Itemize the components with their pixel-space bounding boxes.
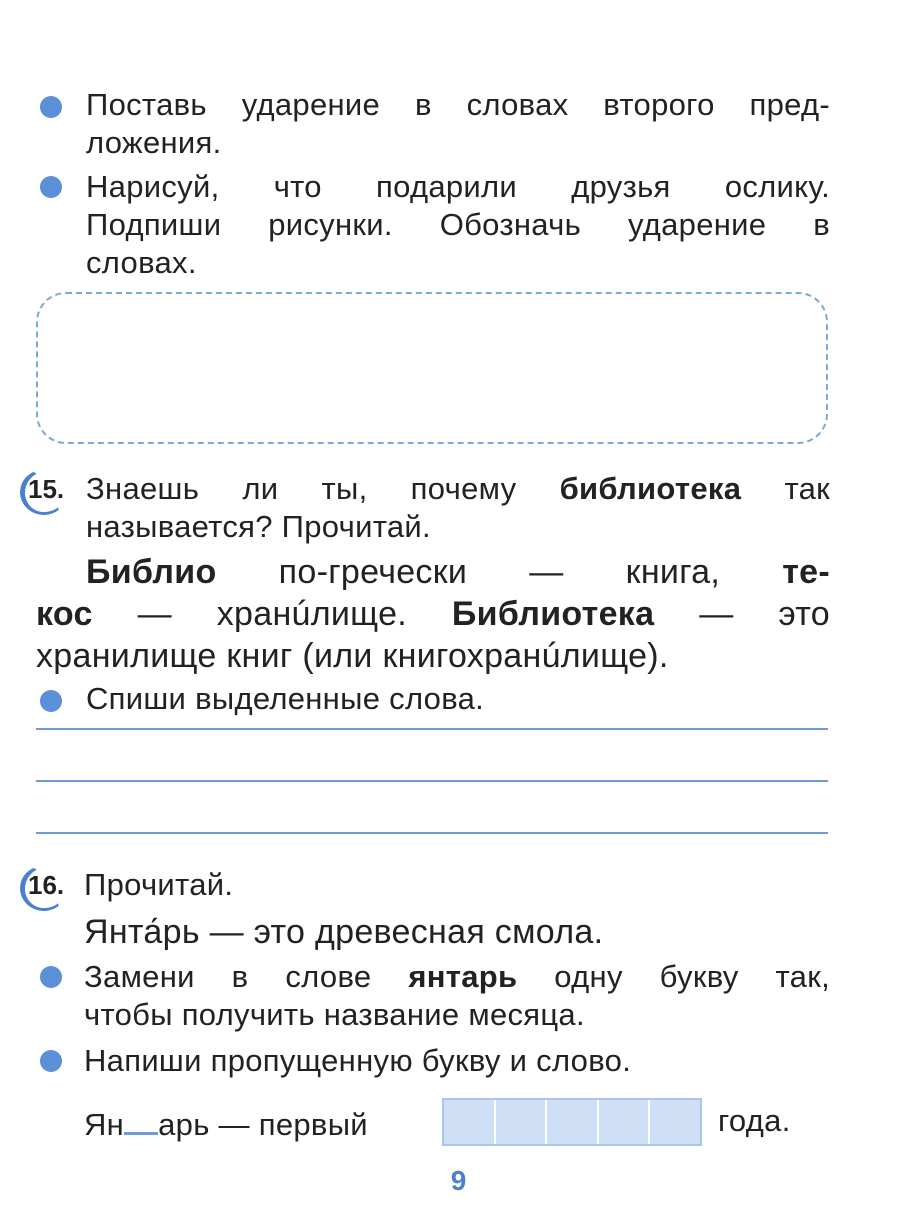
- text-fragment: одну букву так,: [554, 959, 830, 994]
- text-fragment: по-гречески — книга,: [278, 553, 721, 591]
- task16-fill-end: года.: [718, 1103, 791, 1138]
- task16-sentence: Янта́рь — это древесная смола.: [84, 913, 604, 951]
- task15-copy-instruction: Спиши выделенные слова.: [86, 681, 485, 716]
- answer-cell[interactable]: [444, 1100, 496, 1144]
- bullet-icon: [40, 1050, 62, 1072]
- bullet-icon: [40, 966, 62, 988]
- task-number-text: 15.: [28, 474, 65, 504]
- answer-cells[interactable]: [442, 1098, 702, 1146]
- bold-word: те-: [782, 553, 830, 591]
- task15-question-line1: [86, 470, 830, 508]
- text-fragment: Ян: [84, 1107, 125, 1142]
- text-fragment: — хранúлище.: [137, 595, 408, 633]
- text-fragment: так: [784, 471, 830, 506]
- answer-cell[interactable]: [496, 1100, 548, 1144]
- bold-word: библиотека: [559, 471, 742, 506]
- text-fragment: арь — первый: [158, 1107, 368, 1142]
- task15-passage-line3: хранилище книг (или книгохранúлище).: [36, 637, 669, 675]
- task15-passage-line1: [86, 552, 830, 592]
- task15-passage-line2: [36, 594, 830, 634]
- text-fragment: — это: [699, 595, 830, 633]
- task-number-15: [20, 470, 64, 514]
- task16-replace-line1: [84, 958, 830, 996]
- instruction-draw-line3: словах.: [86, 245, 197, 280]
- task-number-16: [20, 866, 64, 910]
- text-fragment: Знаешь ли ты, почему: [86, 471, 517, 506]
- instruction-stress-cont: [86, 124, 222, 162]
- bold-word: янтарь: [408, 959, 518, 994]
- instruction-line: ложения.: [86, 125, 222, 160]
- bullet-icon: [40, 176, 62, 198]
- drawing-area[interactable]: [36, 292, 828, 444]
- bullet-icon: [40, 690, 62, 712]
- missing-letter-blank[interactable]: [124, 1102, 158, 1135]
- bold-word: кос: [36, 595, 93, 633]
- instruction-draw-line1: Нарисуй, что подарили друзья ослику.: [86, 169, 830, 204]
- task16-write-instruction: Напиши пропущенную букву и слово.: [84, 1043, 632, 1078]
- bullet-icon: [40, 96, 62, 118]
- page-number: 9: [450, 1165, 467, 1196]
- text-fragment: Замени в слове: [84, 959, 372, 994]
- task16-replace-line2: чтобы получить название месяца.: [84, 997, 585, 1032]
- instruction-line: Поставь ударение в словах второго пред-: [86, 87, 830, 122]
- instruction-draw-line2: Подпиши рисунки. Обозначь ударение в: [86, 207, 830, 242]
- task15-question-line2: называется? Прочитай.: [86, 509, 431, 544]
- answer-cell[interactable]: [599, 1100, 651, 1144]
- bold-word: Библиотека: [451, 595, 655, 633]
- bold-word: Библио: [86, 553, 217, 591]
- writing-line[interactable]: [36, 780, 828, 782]
- instruction-stress: [86, 86, 830, 124]
- answer-cell[interactable]: [650, 1100, 700, 1144]
- writing-line[interactable]: [36, 832, 828, 834]
- task16-read: Прочитай.: [84, 867, 234, 902]
- answer-cell[interactable]: [547, 1100, 599, 1144]
- writing-line[interactable]: [36, 728, 828, 730]
- task-number-text: 16.: [28, 870, 65, 900]
- task16-fill-sentence: [84, 1102, 368, 1144]
